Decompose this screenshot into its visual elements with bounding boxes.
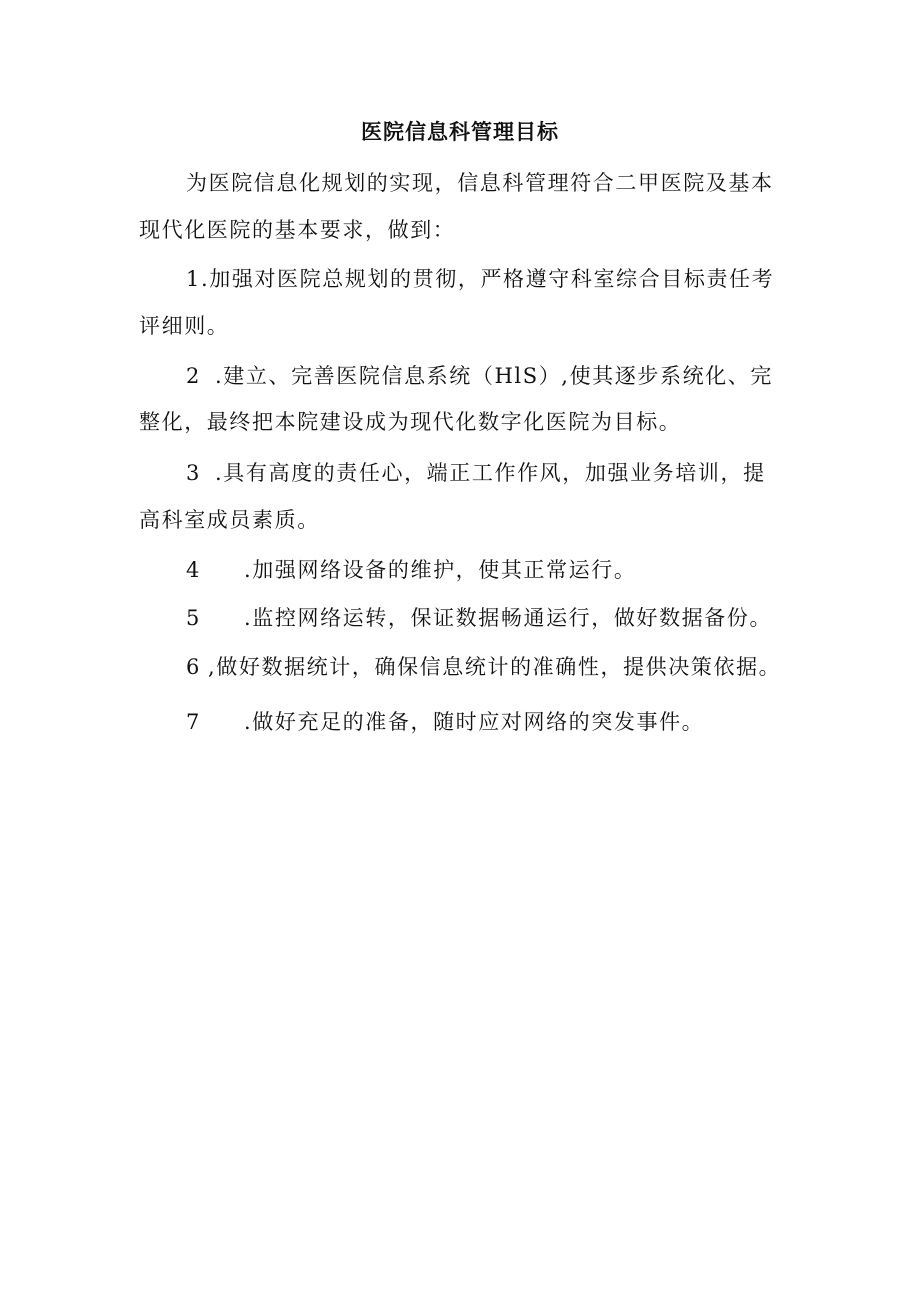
item-number: 6 [186, 655, 201, 679]
list-item-3 [186, 457, 766, 489]
list-item-6 [186, 651, 781, 683]
item-text: .建立、完善医院信息系统（HlS）,使其逐步系统化、完 [215, 364, 773, 388]
item-number: 5 [186, 606, 201, 630]
intro-line-1: 为医院信息化规划的实现，信息科管理符合二甲医院及基本 [186, 171, 774, 195]
list-item-5 [186, 602, 772, 634]
list-item-1 [186, 263, 774, 295]
list-item-7 [186, 706, 704, 738]
list-item-4 [186, 554, 636, 586]
intro-line-2: 现代化医院的基本要求，做到： [139, 218, 456, 242]
list-item-2 [186, 360, 773, 392]
item-number: 1. [186, 267, 210, 291]
list-item-3-continued: 高科室成员素质。 [139, 508, 320, 532]
item-text: .做好充足的准备，随时应对网络的突发事件。 [244, 710, 705, 734]
item-text: 加强对医院总规划的贯彻，严格遵守科室综合目标责任考 [209, 267, 775, 291]
item-number: 2 [186, 364, 201, 388]
item-number: 7 [186, 710, 201, 734]
list-item-2-continued: 整化，最终把本院建设成为现代化数字化医院为目标。 [139, 410, 682, 434]
item-number: 3 [186, 461, 201, 485]
list-item-1-continued: 评细则。 [139, 314, 230, 338]
item-number: 4 [186, 558, 201, 582]
document-title: 医院信息科管理目标 [361, 119, 559, 144]
item-text: .监控网络运转，保证数据畅通运行，做好数据备份。 [244, 606, 773, 630]
item-text: .具有高度的责任心，端正工作作风，加强业务培训，提 [215, 461, 766, 485]
item-text: .加强网络设备的维护，使其正常运行。 [244, 558, 637, 582]
item-text: ,做好数据统计，确保信息统计的准确性，提供决策依据。 [208, 655, 782, 679]
